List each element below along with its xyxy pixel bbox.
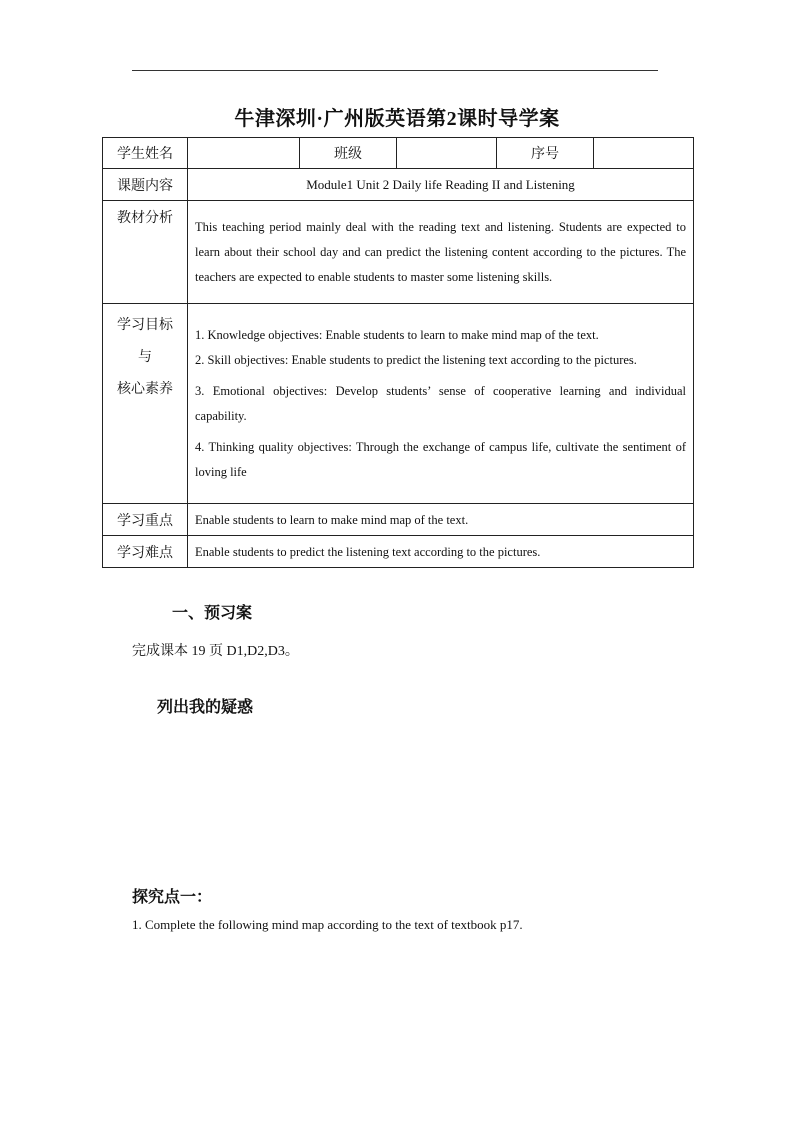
key-point-label: 学习重点 [103, 504, 188, 536]
analysis-row [103, 201, 694, 304]
difficult-point-value: Enable students to predict the listening text according to the pictures. [188, 536, 694, 568]
topic-row [103, 169, 694, 201]
analysis-label: 教材分析 [103, 201, 188, 304]
doubts-heading: 列出我的疑惑 [157, 699, 254, 716]
objectives-row [103, 304, 694, 504]
key-point-value: Enable students to learn to make mind map of the text. [188, 504, 694, 536]
difficult-point-label: 学习难点 [103, 536, 188, 568]
objective-thinking: 4. Thinking quality objectives: Through the exchange of campus life, cultivate the sentiment of loving life [195, 439, 686, 479]
topic-label: 课题内容 [103, 169, 188, 201]
objectives-list [188, 304, 694, 504]
objectives-label-line1: 学习目标 [117, 318, 173, 333]
objectives-label [103, 304, 188, 504]
lesson-info-table [102, 137, 694, 568]
header-rule [132, 70, 658, 71]
objective-knowledge: 1. Knowledge objectives: Enable students to learn to make mind map of the text. [195, 327, 599, 342]
document-title: 牛津深圳·广州版英语第2课时导学案 [234, 108, 560, 130]
explore-heading: 探究点一： [132, 889, 213, 906]
explore-task-1: 1. Complete the following mind map according to the text of textbook p17. [132, 917, 523, 932]
objectives-label-line2: 与 [138, 350, 152, 365]
topic-value: Module1 Unit 2 Daily life Reading II and Listening [188, 169, 694, 201]
objective-emotional: 3. Emotional objectives: Develop students’ sense of cooperative learning and individual capability. [195, 383, 686, 423]
class-cell[interactable] [397, 138, 497, 169]
class-label: 班级 [300, 138, 397, 169]
student-info-row [103, 138, 694, 169]
key-point-row [103, 504, 694, 536]
analysis-value: This teaching period mainly deal with the reading text and listening. Students are expected to learn about their school day and can predict the listening content according to the pictures. The teachers are expected to enable students to master some listening skills. [188, 201, 694, 304]
objectives-label-line3: 核心素养 [117, 382, 173, 397]
preview-task: 完成课本 19 页 D1,D2,D3。 [132, 644, 299, 659]
seat-number-cell[interactable] [594, 138, 694, 169]
student-name-cell[interactable] [188, 138, 300, 169]
difficult-point-row [103, 536, 694, 568]
preview-heading: 一、预习案 [172, 605, 253, 622]
student-name-label: 学生姓名 [103, 138, 188, 169]
seat-number-label: 序号 [497, 138, 594, 169]
objective-skill: 2. Skill objectives: Enable students to predict the listening text according to the pictures. [195, 352, 637, 367]
